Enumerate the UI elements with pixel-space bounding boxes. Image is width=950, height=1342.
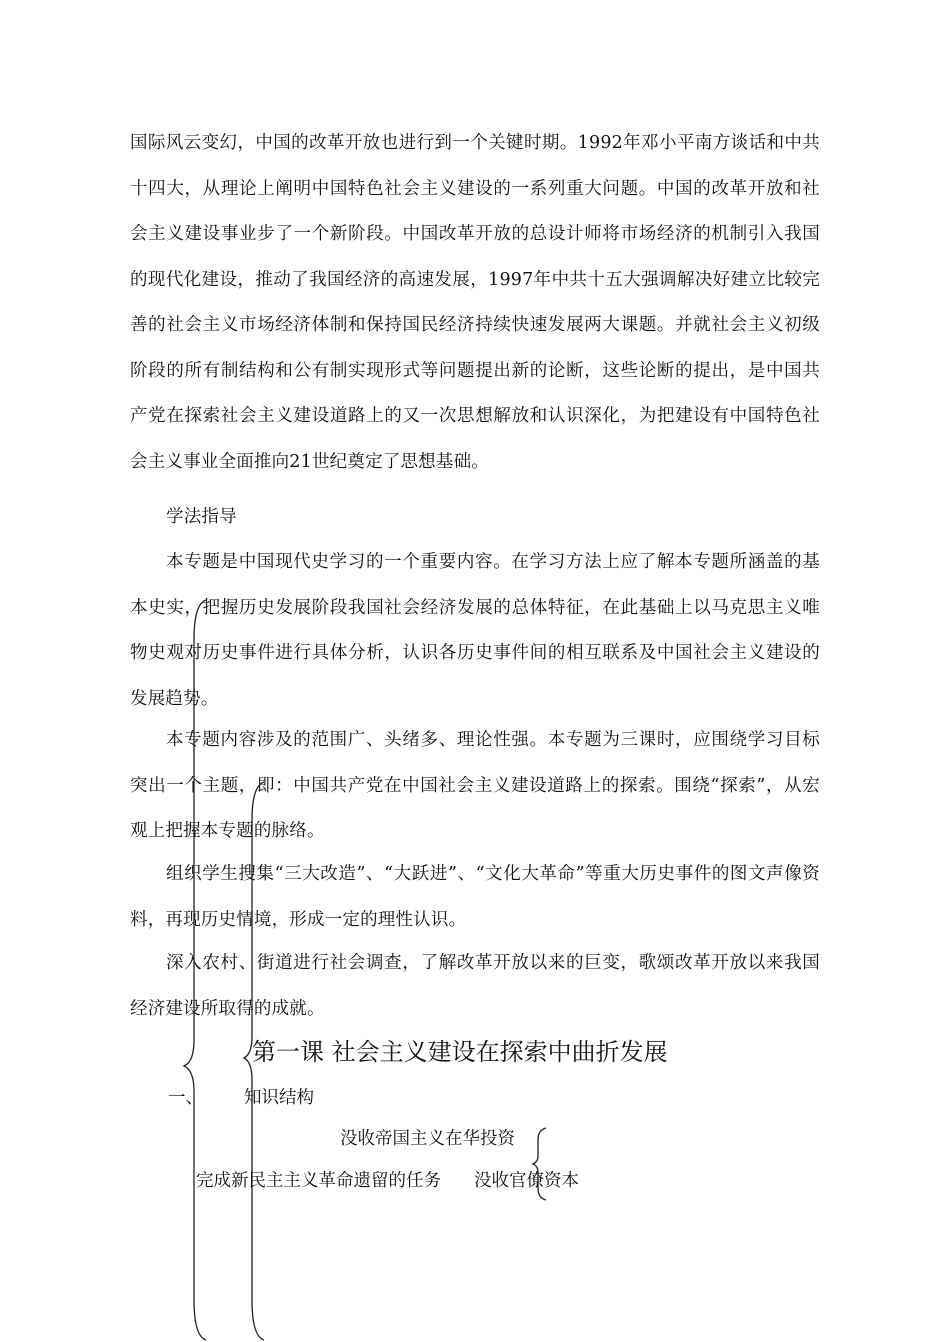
section-number: 一、	[168, 1088, 203, 1108]
study-guide-heading: 学法指导	[166, 507, 237, 527]
section-label: 知识结构	[244, 1088, 314, 1108]
lesson-title: 第一课 社会主义建设在探索中曲折发展	[252, 1038, 668, 1066]
guide-paragraph-3: 组织学生搜集“三大改造”、“大跃进”、“文化大革命”等重大历史事件的图文声像资料，再现历史情境，形成一定的理性认识。	[130, 864, 820, 930]
intro-paragraph: 国际风云变幻，中国的改革开放也进行到一个关键时期。1992年邓小平南方谈话和中共十四大，从理论上阐明中国特色社会主义建设的一系列重大问题。中国的改革开放和社会主义建设事业步了一个新阶段。中国改革开放的总设计师将市场经济的机制引入我国的现代化建设，推动了我国经济的高速发展，1997年中共十五大强调解决好建立比较完善的社会主义市场经济体制和保持国民经济持续快速发展两大课题。并就社会主义初级阶段的所有制结构和公有制实现形式等问题提出新的论断，这些论断的提出，是中国共产党在探索社会主义建设道路上的又一次思想解放和认识深化，为把建设有中国特色社会主义事业全面推向21世纪奠定了思想基础。	[130, 133, 820, 472]
structure-sub-item-2: 没收官僚资本	[474, 1171, 579, 1191]
guide-paragraph-2: 本专题内容涉及的范围广、头绪多、理论性强。本专题为三课时，应围绕学习目标突出一个主题，即：中国共产党在中国社会主义建设道路上的探索。围绕“探索”，从宏观上把握本专题的脉络。	[130, 730, 820, 841]
guide-paragraph-4: 深入农村、街道进行社会调查，了解改革开放以来的巨变，歌颂改革开放以来我国经济建设所取得的成就。	[130, 953, 820, 1019]
guide-paragraph-1: 本专题是中国现代史学习的一个重要内容。在学习方法上应了解本专题所涵盖的基本史实，把握历史发展阶段我国社会经济发展的总体特征，在此基础上以马克思主义唯物史观对历史事件进行具体分析，认识各历史事件间的相互联系及中国社会主义建设的发展趋势。	[130, 552, 820, 709]
structure-sub-item-1: 没收帝国主义在华投资	[340, 1129, 515, 1149]
structure-main-item: 完成新民主主义革命遗留的任务	[196, 1171, 441, 1191]
